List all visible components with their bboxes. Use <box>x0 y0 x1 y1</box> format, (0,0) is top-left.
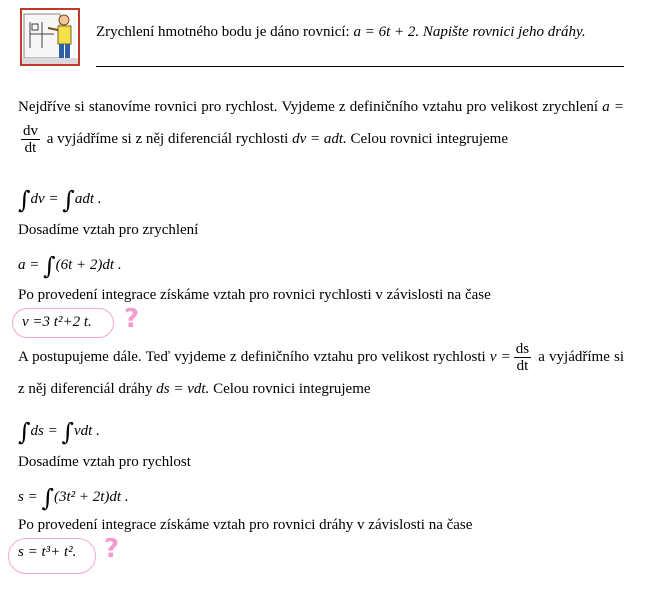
line-integration-velocity: Po provedení integrace získáme vztah pro rovnici rychlosti v závislosti na čase <box>18 287 491 303</box>
equation-integral-dv: ∫dv = ∫adt . <box>18 186 102 214</box>
task-question: Napište rovnici jeho dráhy. <box>422 24 586 40</box>
header-divider <box>96 66 624 67</box>
equation-integral-velocity: s = ∫(3t² + 2t)dt . <box>18 484 129 512</box>
fraction-ds-dt: $\frac{ds}{dt}$ <box>515 341 530 374</box>
line-integration-distance: Po provedení integrace získáme vztah pro rovnici dráhy v závislosti na čase <box>18 517 473 533</box>
question-mark-annotation: ? <box>124 304 140 334</box>
fraction-dv-dt: $\frac{dv}{dt}$ <box>23 123 38 156</box>
equation-integral-acceleration: a = ∫(6t + 2)dt . <box>18 252 122 280</box>
integral-icon: ∫ <box>41 484 54 512</box>
teacher-logo-icon <box>20 8 80 66</box>
p1-differential: dv = adt. <box>292 130 347 147</box>
paragraph-velocity <box>18 92 624 156</box>
p1-lhs: a = <box>602 99 624 115</box>
p2-mid: a vyjádříme si z něj diferenciál dráhy <box>18 348 625 397</box>
integral-icon: ∫ <box>18 418 31 446</box>
equation-integral-ds: ∫ds = ∫vdt . <box>18 418 100 446</box>
integral-icon: ∫ <box>62 186 75 214</box>
p2-intro: A postupujeme dále. Teď vyjdeme z definičního vztahu pro velikost rychlosti <box>18 348 486 365</box>
result-distance: s = t³+ t². <box>18 544 77 560</box>
p2-end: Celou rovnici integrujeme <box>213 381 371 397</box>
p1-intro: Nejdříve si stanovíme rovnici pro rychlost. Vyjdeme z definičního vztahu pro velikost zrychlení <box>18 99 599 115</box>
line-substitute-velocity: Dosadíme vztah pro rychlost <box>18 454 191 470</box>
task-equation: a = 6t + 2. <box>353 24 420 40</box>
paragraph-distance <box>18 341 624 405</box>
integral-icon: ∫ <box>61 418 74 446</box>
p2-differential: ds = vdt. <box>156 381 210 397</box>
p1-end: Celou rovnici integrujeme <box>350 130 508 147</box>
integral-icon: ∫ <box>18 186 31 214</box>
question-mark-annotation: ? <box>104 534 120 564</box>
line-substitute-acceleration: Dosadíme vztah pro zrychlení <box>18 222 199 238</box>
p2-lhs: v = <box>489 348 511 365</box>
pink-highlight-circle <box>12 308 114 338</box>
task-statement <box>96 21 624 43</box>
result-velocity: v =3 t²+2 t. <box>22 314 92 330</box>
task-text: Zrychlení hmotného bodu je dáno rovnicí: <box>96 24 350 40</box>
p1-mid: a vyjádříme si z něj diferenciál rychlosti <box>46 130 289 147</box>
integral-icon: ∫ <box>43 252 56 280</box>
pink-highlight-circle <box>8 538 96 574</box>
